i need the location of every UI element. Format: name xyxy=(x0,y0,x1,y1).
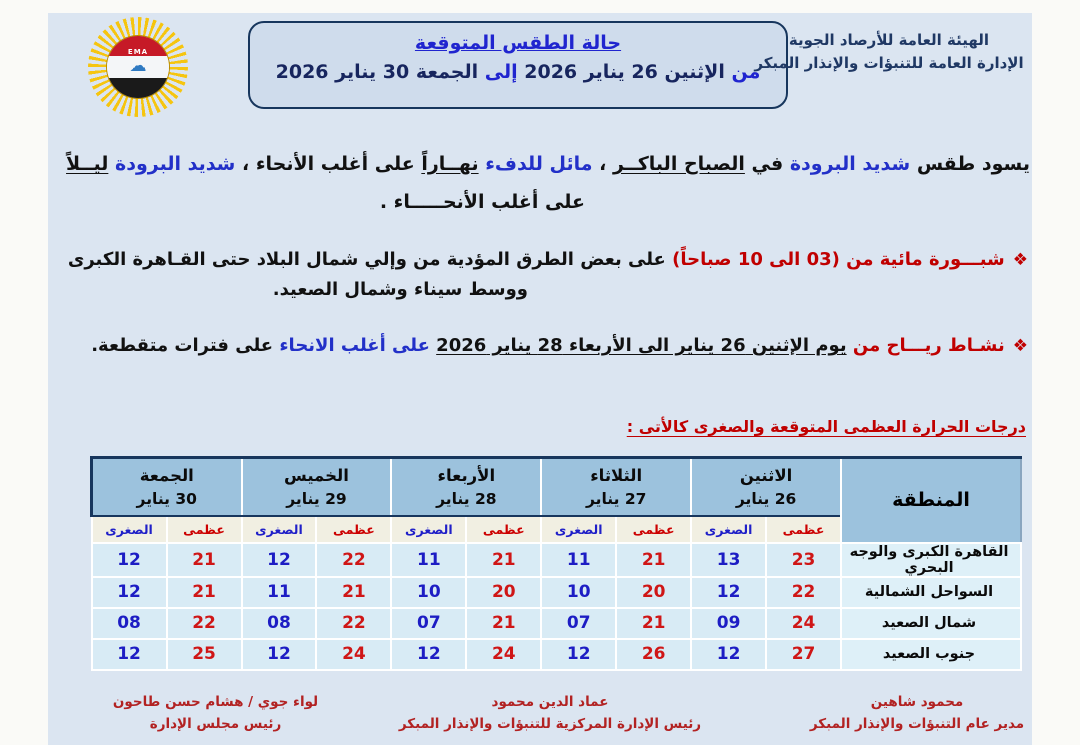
min-temp: 12 xyxy=(691,639,766,670)
day-name: الاثنين xyxy=(739,465,793,485)
text-run: ليــلاً xyxy=(66,153,109,175)
signature-title: رئيس مجلس الإدارة xyxy=(149,716,282,733)
max-label: عظمى xyxy=(616,516,691,543)
max-label: عظمى xyxy=(766,516,841,543)
min-temp: 07 xyxy=(391,608,466,639)
fog-bullet-text xyxy=(68,249,1005,270)
signature-name: لواء جوي / هشام حسن طاحون xyxy=(112,694,319,710)
day-date: 27 يناير xyxy=(585,489,647,508)
min-temp: 12 xyxy=(92,639,167,670)
temps-table xyxy=(90,456,1022,671)
region-name: شمال الصعيد xyxy=(841,608,1021,639)
text-run: مائل للدفء xyxy=(485,153,593,175)
max-temp: 21 xyxy=(167,577,242,608)
region-name: السواحل الشمالية xyxy=(841,577,1021,608)
fog-bullet-line2: ووسط سيناء وشمال الصعيد. xyxy=(272,279,528,300)
text-run xyxy=(108,153,115,175)
wind-bullet-line1 xyxy=(78,335,1028,356)
signature-name: محمود شاهين xyxy=(870,694,964,710)
day-date: 29 يناير xyxy=(286,489,347,508)
text-run: شديد البرودة xyxy=(114,153,236,175)
max-label: عظمى xyxy=(466,516,541,543)
min-label: الصغرى xyxy=(242,516,317,543)
text-run: الصباح الباكــر xyxy=(612,153,745,175)
wind-bullet-text xyxy=(91,335,1005,356)
text-run: ، xyxy=(592,153,613,175)
day-name: الجمعة xyxy=(139,465,194,485)
fog-bullet xyxy=(67,249,1028,300)
min-temp: 08 xyxy=(92,608,167,639)
min-label: الصغرى xyxy=(691,516,766,543)
text-run: (03 الى 10 صباحاً) xyxy=(672,249,840,270)
region-column-header: المنطقة xyxy=(841,458,1021,543)
min-temp: 12 xyxy=(691,577,766,608)
text-run: على أغلب الأنحاء ، xyxy=(235,153,422,175)
max-temp: 22 xyxy=(316,608,391,639)
day-header xyxy=(242,458,392,516)
min-temp: 11 xyxy=(541,543,616,577)
ema-logo-core xyxy=(107,36,169,98)
text-run: الإثنين 26 يناير 2026 xyxy=(517,61,732,83)
bulletin-date-range xyxy=(250,61,786,83)
signature-title: رئيس الإدارة المركزية للتنبؤات والإنذار المبكر xyxy=(398,716,702,733)
table-row xyxy=(92,608,1022,639)
signature-block xyxy=(802,691,1032,736)
min-temp: 11 xyxy=(242,577,317,608)
org-line2: الإدارة العامة للتنبؤات والإنذار المبكر xyxy=(754,54,1024,73)
min-temp: 11 xyxy=(391,543,466,577)
min-temp: 13 xyxy=(691,543,766,577)
min-temp: 12 xyxy=(92,543,167,577)
table-row xyxy=(92,639,1022,670)
forecast-line1 xyxy=(66,153,1030,175)
min-temp: 12 xyxy=(242,639,317,670)
ema-logo-text: EMA xyxy=(107,36,169,56)
max-label: عظمى xyxy=(316,516,391,543)
max-temp: 20 xyxy=(466,577,541,608)
min-temp: 12 xyxy=(541,639,616,670)
text-run: على فترات متقطعة. xyxy=(91,335,280,356)
ema-sun-logo-icon xyxy=(88,17,188,117)
max-temp: 24 xyxy=(466,639,541,670)
bulletin-content-area xyxy=(48,13,1032,745)
max-label: عظمى xyxy=(167,516,242,543)
max-temp: 21 xyxy=(167,543,242,577)
max-temp: 21 xyxy=(316,577,391,608)
min-temp: 12 xyxy=(92,577,167,608)
text-run: نشـاط ريـــاح من xyxy=(846,335,1005,356)
max-temp: 22 xyxy=(167,608,242,639)
max-temp: 21 xyxy=(616,608,691,639)
text-run: إلى xyxy=(484,61,518,83)
text-run: في xyxy=(744,153,790,175)
max-temp: 24 xyxy=(316,639,391,670)
max-temp: 21 xyxy=(466,608,541,639)
day-name: الخميس xyxy=(284,465,349,485)
min-temp: 12 xyxy=(242,543,317,577)
max-temp: 20 xyxy=(616,577,691,608)
min-label: الصغرى xyxy=(92,516,167,543)
title-box xyxy=(248,21,788,109)
org-line1: الهيئة العامة للأرصاد الجوية xyxy=(788,31,990,49)
text-run: نهــاراً xyxy=(421,153,479,175)
day-name: الأربعاء xyxy=(437,465,496,485)
signature-name: عماد الدين محمود xyxy=(491,694,609,710)
text-run: الجمعة 30 يناير 2026 xyxy=(275,61,485,83)
text-run: يوم الإثنين 26 يناير الى الأربعاء 28 يناير 2026 xyxy=(436,335,847,356)
day-date: 28 يناير xyxy=(436,489,497,508)
fog-bullet-line1 xyxy=(67,249,1028,270)
day-date: 30 يناير xyxy=(136,489,197,508)
temperatures-heading: درجات الحرارة العظمى المتوقعة والصغرى كالأتى : xyxy=(626,417,1026,436)
forecast-line2: على أغلب الأنحـــــاء . xyxy=(379,191,585,213)
bullet-diamond-icon: ❖ xyxy=(1012,250,1028,270)
region-name: جنوب الصعيد xyxy=(841,639,1021,670)
signature-block xyxy=(83,691,348,736)
min-temp: 09 xyxy=(691,608,766,639)
day-date: 26 يناير xyxy=(735,489,797,508)
organization-name xyxy=(754,29,1024,76)
min-temp: 12 xyxy=(391,639,466,670)
text-run: على أغلب الانحاء xyxy=(279,335,430,356)
min-label: الصغرى xyxy=(391,516,466,543)
text-run: يسود طقس xyxy=(910,153,1030,175)
day-header xyxy=(391,458,541,516)
forecast-paragraph xyxy=(66,153,1030,213)
bullet-diamond-icon: ❖ xyxy=(1012,336,1028,356)
max-temp: 21 xyxy=(616,543,691,577)
day-name: الثلاثاء xyxy=(590,465,643,485)
region-name: القاهرة الكبرى والوجه البحري xyxy=(841,543,1021,577)
table-row xyxy=(92,577,1022,608)
day-header xyxy=(92,458,242,516)
text-run: من xyxy=(731,61,761,83)
max-temp: 21 xyxy=(466,543,541,577)
min-temp: 08 xyxy=(242,608,317,639)
max-temp: 22 xyxy=(766,577,841,608)
min-temp: 10 xyxy=(391,577,466,608)
text-run: على بعض الطرق المؤدية من وإلي شمال البلاد حتى القـاهرة الكبرى xyxy=(67,249,673,270)
cloud-icon: ☁ xyxy=(107,56,169,78)
max-temp: 24 xyxy=(766,608,841,639)
wind-bullet xyxy=(78,335,1028,356)
day-header xyxy=(691,458,841,516)
text-run: شديد البرودة xyxy=(789,153,911,175)
bulletin-title: حالة الطقس المتوقعة xyxy=(414,32,622,54)
min-temp: 07 xyxy=(541,608,616,639)
max-temp: 22 xyxy=(316,543,391,577)
ema-logo-base xyxy=(107,78,169,98)
min-temp: 10 xyxy=(541,577,616,608)
max-temp: 26 xyxy=(616,639,691,670)
max-temp: 27 xyxy=(766,639,841,670)
max-temp: 23 xyxy=(766,543,841,577)
text-run: شبـــورة مائية من xyxy=(839,249,1005,270)
signature-block xyxy=(395,691,705,736)
day-header xyxy=(541,458,691,516)
table-row xyxy=(92,543,1022,577)
max-temp: 25 xyxy=(167,639,242,670)
signature-title: مدير عام التنبؤات والإنذار المبكر xyxy=(809,716,1025,733)
min-label: الصغرى xyxy=(541,516,616,543)
